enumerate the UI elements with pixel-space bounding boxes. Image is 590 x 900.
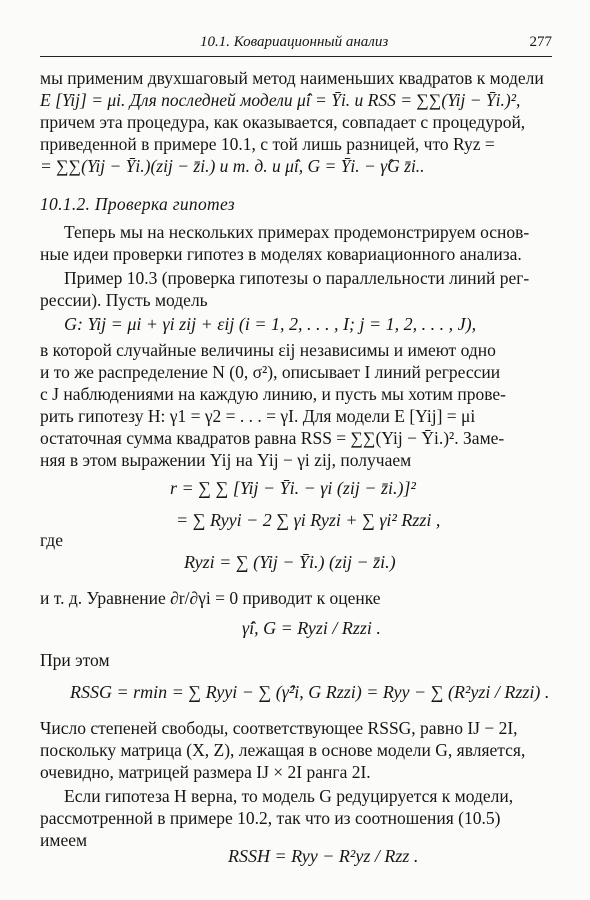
equation-r-line2: = ∑ Ryyi − 2 ∑ γi Ryzi + ∑ γi² Rzzi , <box>176 510 441 530</box>
example-heading-line: Пример 10.3 (проверка гипотезы о параллельности линий рег- <box>64 268 530 288</box>
text-line: в которой случайные величины εij независимы и имеют одно <box>40 340 496 360</box>
text-line: где <box>40 530 63 550</box>
text-line: с J наблюдениями на каждую линию, и пусть мы хотим прове- <box>40 384 506 404</box>
text-line: При этом <box>40 650 110 670</box>
page-number: 277 <box>529 34 552 50</box>
section-title: 10.1.2. Проверка гипотез <box>40 194 235 214</box>
text-line: рессии). Пусть модель <box>40 290 208 310</box>
equation-rss-h: RSSH = Ryy − R²yz / Rzz . <box>228 846 419 866</box>
model-equation: G: Yij = μi + γi zij + εij (i = 1, 2, . . . , I; j = 1, 2, . . . , J), <box>64 314 477 334</box>
text-line: E [Yij] = μi. Для последней модели μ̂i = Ȳi. и RSS = ∑∑(Yij − Ȳi.)², <box>40 90 521 110</box>
text-line: поскольку матрица (X, Z), лежащая в основе модели G, является, <box>40 740 526 760</box>
text-line: Число степеней свободы, соответствующее RSSG, равно IJ − 2I, <box>40 718 518 738</box>
text-line: остаточная сумма квадратов равна RSS = ∑∑(Yij − Ȳi.)². Заме- <box>40 428 505 448</box>
text-line: ные идеи проверки гипотез в моделях ковариационного анализа. <box>40 244 522 264</box>
running-title: 10.1. Ковариационный анализ <box>200 34 389 50</box>
equation-ryzi: Ryzi = ∑ (Yij − Ȳi.) (zij − z̄i.) <box>184 552 396 572</box>
text-line: имеем <box>40 830 88 850</box>
text-line: = ∑∑(Yij − Ȳi.)(zij − z̄i.) и т. д. и μ̂i, G = Ȳi. − γ̂G z̄i.. <box>40 156 425 176</box>
text-line: Если гипотеза H верна, то модель G редуцируется к модели, <box>64 786 514 806</box>
text-line: Теперь мы на нескольких примерах продемонстрируем основ- <box>64 222 530 242</box>
equation-rss-g: RSSG = rmin = ∑ Ryyi − ∑ (γ̂²i, G Rzzi) = Ryy − ∑ (R²yzi / Rzzi) . <box>70 682 550 702</box>
text-line: рить гипотезу H: γ1 = γ2 = . . . = γI. Для модели E [Yij] = μi <box>40 406 476 426</box>
text-line: рассмотренной в примере 10.2, так что из соотношения (10.5) <box>40 808 501 828</box>
text-line: причем эта процедура, как оказывается, совпадает с процедурой, <box>40 112 526 132</box>
text-line: няя в этом выражении Yij на Yij − γi zij, получаем <box>40 450 412 470</box>
text-line: и то же распределение N (0, σ²), описывает I линий регрессии <box>40 362 501 382</box>
page-header <box>40 34 552 57</box>
equation-r-line1: r = ∑ ∑ [Yij − Ȳi. − γi (zij − z̄i.)]² <box>170 478 416 498</box>
text-line: мы применим двухшаговый метод наименьших квадратов к модели <box>40 68 544 88</box>
equation-gamma-estimate: γ̂i, G = Ryzi / Rzzi . <box>242 618 381 638</box>
text-line: приведенной в примере 10.1, с той лишь разницей, что Ryz = <box>40 134 495 154</box>
text-line: и т. д. Уравнение ∂r/∂γi = 0 приводит к оценке <box>40 588 381 608</box>
text-line: очевидно, матрицей размера IJ × 2I ранга 2I. <box>40 762 371 782</box>
